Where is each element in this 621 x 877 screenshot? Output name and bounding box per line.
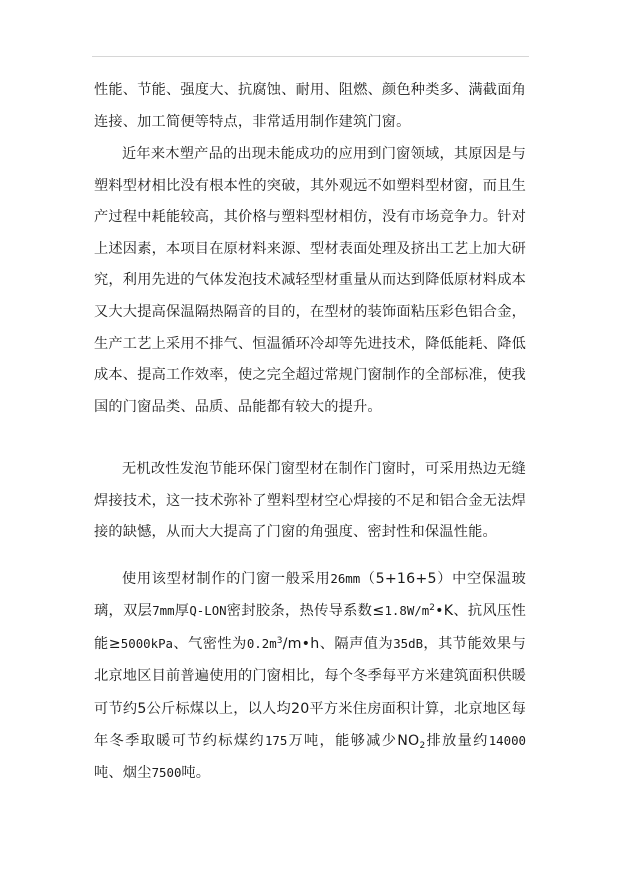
- header-rule: [92, 56, 529, 57]
- p4-text-1: 使用该型材制作的门窗一般采用: [122, 571, 331, 587]
- p4-text-3: 厚: [174, 603, 190, 620]
- k-superscript: 2: [429, 603, 436, 614]
- p4-text-12: 吨。: [181, 765, 211, 782]
- nox-value: 14000: [488, 733, 526, 749]
- air-unit-tail: /m•h: [282, 635, 320, 652]
- p4-text-8: ，其节能效果与北京地区目前普遍使用的门窗相比，每个冬季每平方米建筑面积供暖可节约5公斤标煤以上，以人均20平方米住房面积计算，北京地区每年冬季取暖可节约标煤约: [94, 635, 526, 750]
- coal-value: 175: [264, 733, 288, 749]
- nox-subscript: 2: [419, 741, 426, 752]
- p4-text-11: 吨、烟尘: [94, 765, 152, 782]
- p4-text-9: 万吨，能够减少NO: [287, 733, 420, 750]
- wind-value: 5000kPa: [120, 635, 174, 651]
- paragraph-4: [94, 563, 526, 790]
- k-unit-tail: •K: [435, 603, 454, 620]
- p4-text-5: 、抗风压性能≥: [94, 603, 526, 652]
- p4-text-4: 密封胶条，热传导系数≤: [226, 603, 385, 620]
- sound-value: 35dB: [393, 635, 424, 651]
- p4-text-10: 排放量约: [425, 733, 489, 750]
- paragraph-3: 无机改性发泡节能环保门窗型材在制作门窗时，可采用热边无缝焊接技术，这一技术弥补了塑料型材空心焊接的不足和铝合金无法焊接的缺憾，从而大大提高了门窗的角强度、密封性和保温性能。: [94, 461, 526, 541]
- paragraph-2: 近年来木塑产品的出现未能成功的应用到门窗领域，其原因是与塑料型材相比没有根本性的突破，其外观远不如塑料型材窗，而且生产过程中耗能较高，其价格与塑料型材相仿，没有市场竞争力。针对上述因素，本项目在原材料来源、型材表面处理及挤出工艺上加大研究，利用先进的气体发泡技术减轻型材重量从而达到降低原材料成本又大大提高保温隔热隔音的目的，在型材的装饰面粘压彩色铝合金，生产工艺上采用不排气、恒温循环冷却等先进技术，降低能耗、降低成本、提高工作效率，使之完全超过常规门窗制作的全部标准，使我国的门窗品类、品质、品能都有较大的提升。: [94, 146, 526, 415]
- strip-name: Q-LON: [189, 603, 227, 619]
- air-superscript: 3: [276, 635, 283, 646]
- p4-text-2: （5+16+5）中空保温玻璃，双层: [94, 571, 527, 620]
- glass-spec: 26mm: [330, 571, 361, 586]
- dust-value: 7500: [151, 765, 182, 781]
- strip-spec: 7mm: [152, 603, 175, 619]
- p4-text-6: 、气密性为: [173, 635, 247, 652]
- air-value: 0.2m: [246, 635, 277, 651]
- k-value: 1.8W/m: [384, 603, 430, 619]
- p4-text-7: 、隔声值为: [319, 635, 394, 652]
- paragraph-1: 性能、节能、强度大、抗腐蚀、耐用、阻燃、颜色种类多、满截面角连接、加工简便等特点，非常适用制作建筑门窗。: [94, 82, 526, 130]
